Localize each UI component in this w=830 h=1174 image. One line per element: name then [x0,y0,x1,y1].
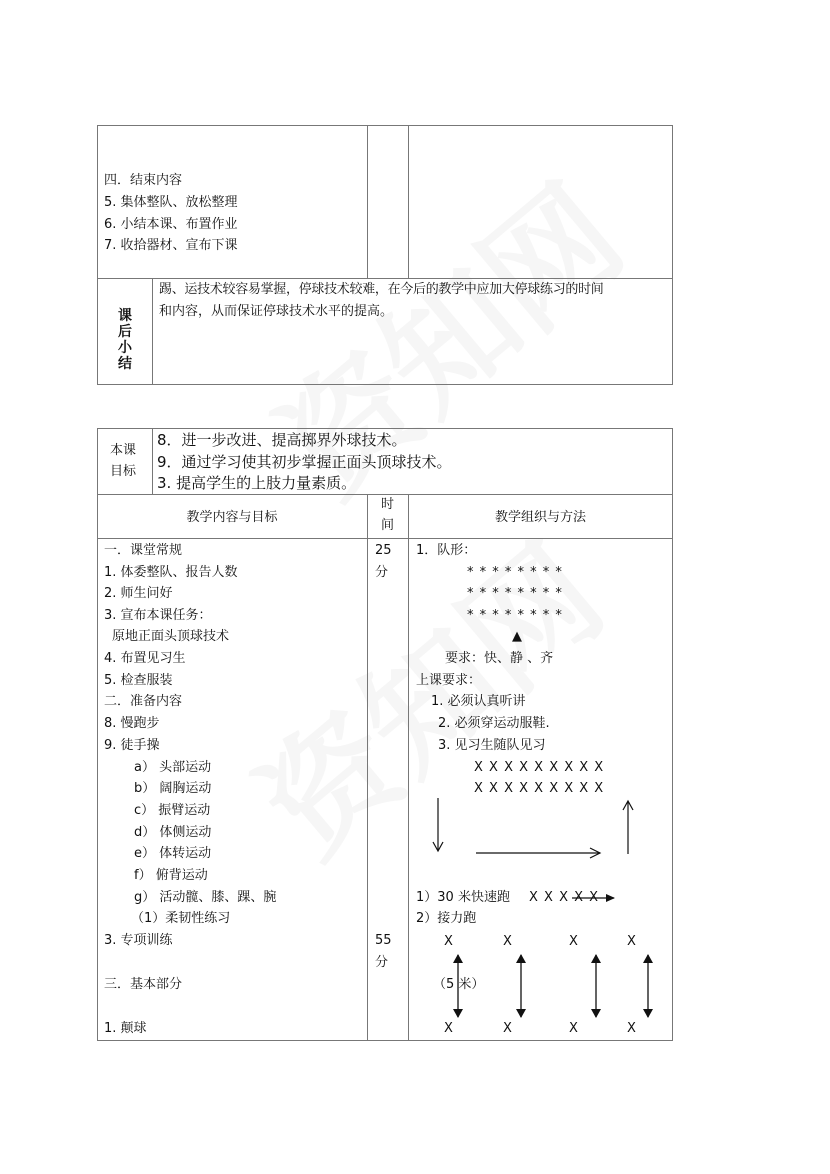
content-line: g） 活动髋、膝、踝、腕 [134,890,277,905]
summary-label-char: 后 [118,324,132,340]
content-line: 3. 宣布本课任务： [104,608,212,623]
closing-line: 7. 收拾器材、宣布下课 [104,238,238,253]
content-line: b） 阔胸运动 [134,781,212,796]
summary-label-char: 小 [118,340,132,356]
header-time: 时 [380,497,394,512]
x-row: X X X X X X X X X [474,781,605,796]
formation-requirement: 要求：快、静 、齐 [445,651,554,666]
relay-mark: X [627,934,636,949]
star-row: * * * * * * * * [467,608,563,623]
goals-label: 本课 [110,443,137,458]
content-line: 1. 颠球 [104,1021,147,1036]
summary-label-char: 结 [118,356,132,372]
summary-text: 和内容，从而保证停球技术水平的提高。 [159,304,394,319]
content-line: 2. 师生问好 [104,586,173,601]
class-req: 3. 见习生随队见习 [438,738,546,753]
time-unit: 分 [375,955,389,970]
content-line: 原地正面头顶球技术 [112,629,230,644]
content-line: 一．课堂常规 [104,543,183,558]
star-row: * * * * * * * * [467,586,563,601]
time-value: 55 [375,933,392,948]
relay-mark: X [444,1021,453,1036]
goal-item: 9．通过学习使其初步掌握正面头顶球技术。 [157,453,452,471]
x-row: X X X X X X X X X [474,760,605,775]
sprint-marks: X X X X X [529,890,600,905]
closing-line: 5. 集体整队、放松整理 [104,195,238,210]
arrow-right-icon [476,845,606,861]
content-line: 3. 专项训练 [104,933,173,948]
content-line: c） 振臂运动 [134,803,211,818]
time-unit: 分 [375,565,389,580]
relay-mark: X [569,934,578,949]
header-time: 间 [380,518,394,533]
teacher-triangle-icon: ▲ [512,629,522,644]
content-line: f） 俯背运动 [134,868,208,883]
class-req: 2. 必须穿运动服鞋. [438,716,550,731]
relay-mark: X [444,934,453,949]
goal-item: 8．进一步改进、提高掷界外球技术。 [157,431,407,449]
content-line: 三．基本部分 [104,977,183,992]
header-content: 教学内容与目标 [186,510,278,525]
content-line: e） 体转运动 [134,846,212,861]
double-arrow-icon [641,953,655,1019]
content-line: 二．准备内容 [104,694,183,709]
relay-mark: X [503,934,512,949]
content-line: 1. 体委整队、报告人数 [104,565,238,580]
arrow-up-icon [620,800,636,856]
relay-mark: X [569,1021,578,1036]
double-arrow-icon [589,953,603,1019]
class-req-title: 上课要求： [416,673,482,688]
time-value: 25 [375,543,392,558]
arrow-down-icon [430,798,446,854]
class-req: 1. 必须认真听讲 [431,694,526,709]
content-line: （1）柔韧性练习 [131,911,231,926]
goals-label: 目标 [110,464,137,479]
content-line: a） 头部运动 [134,760,212,775]
double-arrow-icon [514,953,528,1019]
content-line: 9. 徒手操 [104,738,160,753]
content-line: d） 体侧运动 [134,825,212,840]
relay-mark: X [627,1021,636,1036]
sprint-label: 1）30 米快速跑 [416,890,510,905]
relay-mark: X [503,1021,512,1036]
star-row: * * * * * * * * [467,565,563,580]
arrow-right-icon [572,890,618,906]
header-method: 教学组织与方法 [494,510,586,525]
goal-item: 3. 提高学生的上肢力量素质。 [157,474,357,492]
relay-label: 2）接力跑 [416,911,477,926]
summary-text: 踢、运技术较容易掌握，停球技术较难，在今后的教学中应加大停球练习的时间 [159,282,604,297]
content-line: 4. 布置见习生 [104,651,186,666]
closing-line: 6. 小结本课、布置作业 [104,217,238,232]
formation-title: 1．队形： [416,543,477,558]
relay-distance: （5 米） [433,977,485,992]
content-line: 8. 慢跑步 [104,716,160,731]
content-line: 5. 检查服装 [104,673,173,688]
summary-label-char: 课 [118,308,132,324]
closing-line: 四．结束内容 [104,173,183,188]
